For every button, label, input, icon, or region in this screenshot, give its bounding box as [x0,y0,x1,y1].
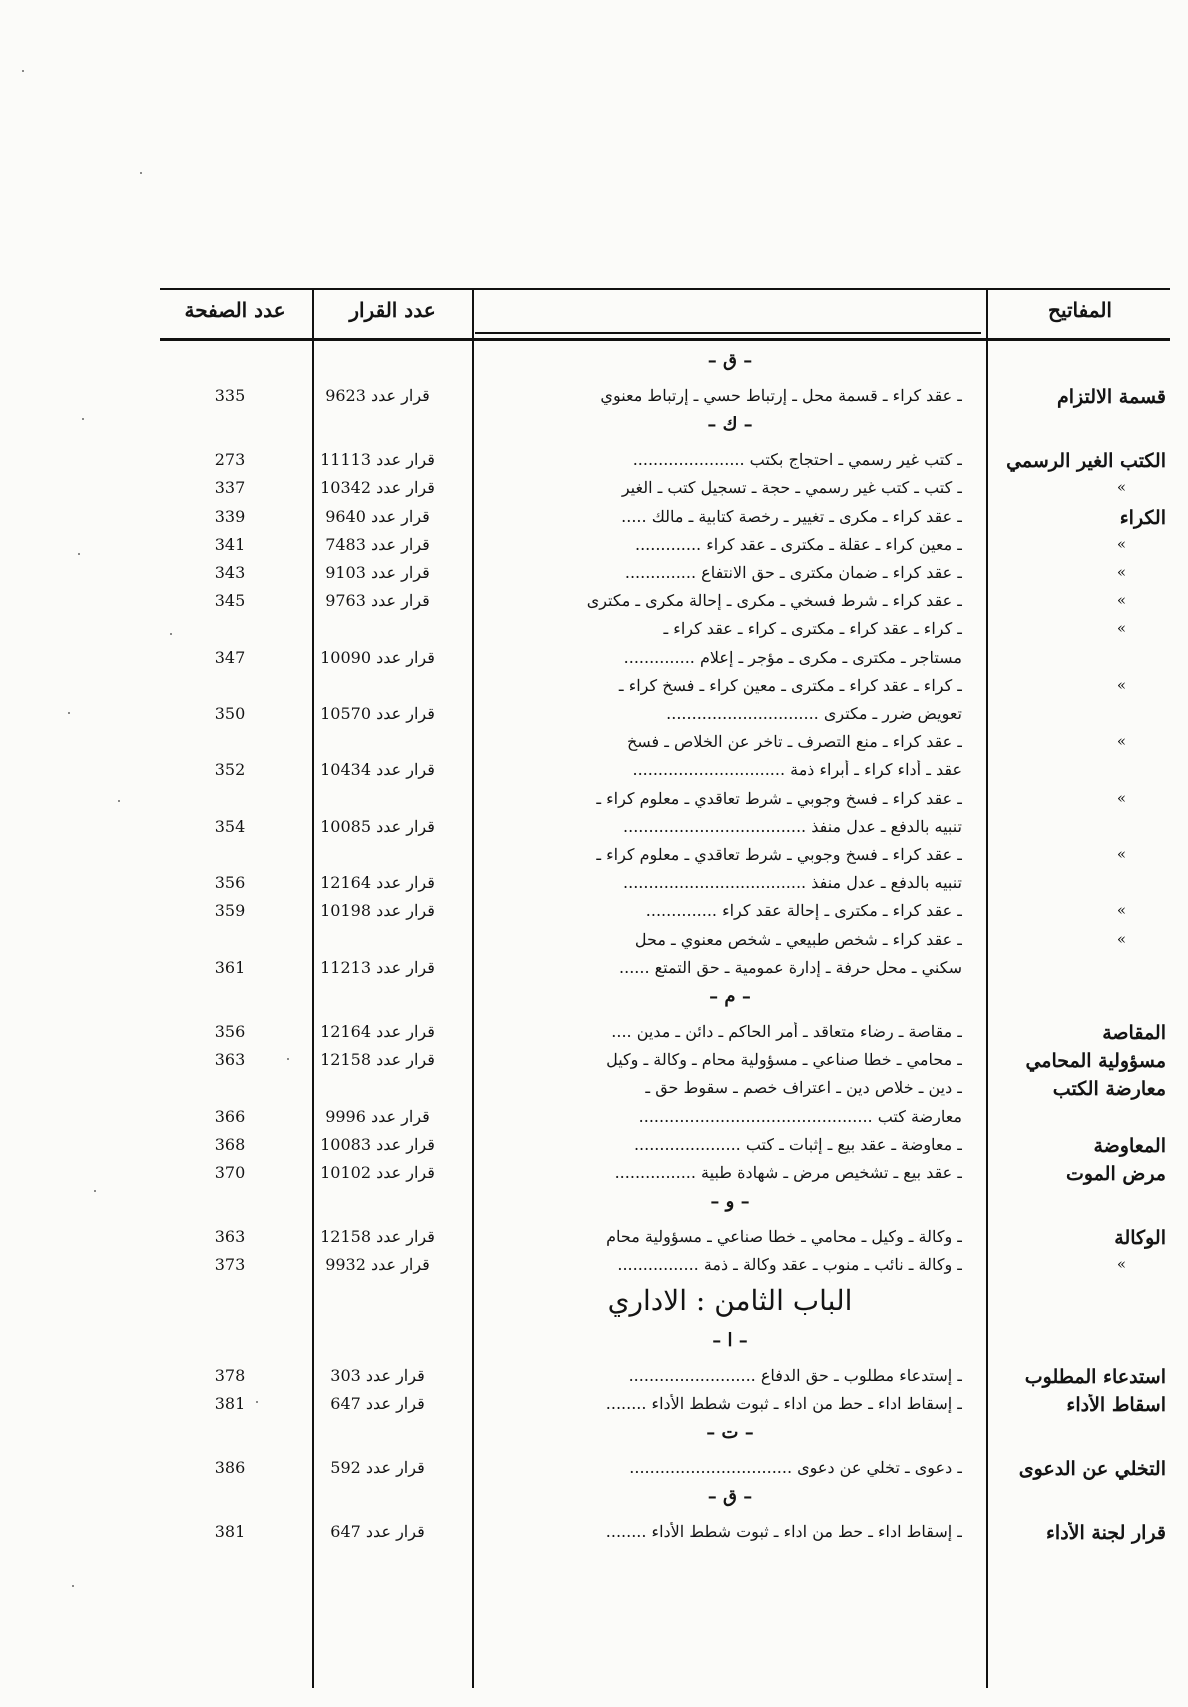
keyword: مسؤولية المحامي [1025,1050,1166,1073]
decision-number: قرار عدد 11113 [320,450,435,470]
decision-number: قرار عدد 9640 [325,506,430,526]
entry-description: ـ كتب غير رسمي ـ احتجاج بكتب ...................... [632,450,962,470]
ditto-mark: » [1116,534,1126,553]
decision-number: قرار عدد 11213 [320,957,435,977]
entry-description: ـ عقد كراء ـ مكرى ـ تغيير ـ رخصة كتابية ـ مالك ..... [621,506,962,526]
entry-description: ـ معين كراء ـ عقلة ـ مكترى ـ عقد كراء ............. [635,534,962,554]
page-number: 273 [214,450,246,470]
page-number: 356 [214,873,246,893]
page-number: 335 [214,386,246,405]
page-number: 339 [214,506,246,526]
section-letter: – م – [709,986,751,1007]
keyword: معارضة الكتب [1052,1078,1166,1101]
entry-description: ـ كراء ـ عقد كراء ـ مكترى ـ معين كراء ـ فسخ كراء ـ [618,675,962,695]
page-number: 337 [214,478,246,498]
entry-description: تنبيه بالدفع ـ عدل منفذ .................................... [623,873,962,893]
entry-description: ـ عقد كراء ـ ضمان مكترى ـ حق الانتفاع .............. [624,563,962,582]
keyword: قسمة الالتزام [1057,386,1166,408]
decision-number: قرار عدد 7483 [325,534,430,554]
decision-number: قرار عدد 10198 [320,901,435,921]
scan-speck [72,1585,74,1587]
entry-description: ـ وكالة ـ نائب ـ منوب ـ عقد وكالة ـ ذمة ................ [617,1255,962,1275]
scan-speck [140,172,142,174]
entry-description: عقد ـ أداء كراء ـ أبراء ذمة .............................. [632,760,962,780]
entry-description: مستاجر ـ مكترى ـ مكرى ـ مؤجر ـ إعلام .............. [623,647,962,667]
ditto-mark: » [1116,732,1126,751]
section-letter: – ت – [706,1422,754,1443]
entry-description: ـ عقد كراء ـ قسمة محل ـ إرتباط حسي ـ إرتباط معنوي [600,386,962,405]
decision-number: قرار عدد 9763 [325,591,430,611]
page-number: 368 [214,1134,246,1154]
entry-description: ـ دين ـ خلاص دين ـ اعتراف خصم ـ سقوط حق ـ [645,1078,962,1098]
ditto-mark: » [1116,675,1126,694]
keyword: مرض الموت [1065,1163,1166,1185]
keyword: قرار لجنة الأداء [1045,1522,1166,1545]
entry-description: ـ عقد كراء ـ شخص طبيعي ـ شخص معنوي ـ محل [634,929,962,949]
decision-number: قرار عدد 647 [330,1522,425,1542]
page-number: 386 [214,1458,246,1477]
page-number: 370 [214,1163,246,1182]
entry-description: ـ معاوضة ـ عقد بيع ـ إثبات ـ كتب ..................... [633,1134,962,1154]
section-letter: – ق – [707,1486,753,1508]
decision-number: قرار عدد 10083 [320,1134,435,1154]
decision-number: قرار عدد 592 [330,1458,425,1477]
ditto-mark: » [1116,563,1126,581]
page-number: 347 [214,647,246,667]
decision-number: قرار عدد 10090 [320,647,435,667]
keyword: الكراء [1119,506,1166,529]
decision-number: قرار عدد 9623 [325,386,430,405]
decision-number: قرار عدد 9103 [325,563,430,582]
chapter-heading: الباب الثامن : الاداري [607,1283,853,1317]
page-number: 350 [214,704,246,723]
entry-description: ـ وكالة ـ وكيل ـ محامي ـ خطا صناعي ـ مسؤولية محام [606,1227,962,1247]
ditto-mark: » [1116,619,1126,638]
header-decision-number: عدد القرار [349,298,436,322]
decision-number: قرار عدد 10102 [320,1163,435,1182]
entry-description: معارضة كتب .............................................. [638,1106,962,1126]
decision-number: قرار عدد 12164 [320,1022,435,1041]
decision-number: قرار عدد 303 [330,1365,425,1385]
page-number: 363 [214,1227,246,1247]
page-number: 361 [214,957,246,977]
column-divider-decision [472,288,474,1688]
header-keys: المفاتيح [1048,298,1112,322]
section-letter: – ا – [712,1329,748,1351]
entry-description: تعويض ضرر ـ مكترى .............................. [666,704,962,723]
entry-description: ـ محامي ـ خطا صناعي ـ مسؤولية محام ـ وكالة ـ وكيل [606,1050,962,1070]
keyword: المعاوضة [1093,1134,1166,1157]
page-number: 366 [214,1106,246,1126]
decision-number: قرار عدد 10434 [320,760,435,780]
entry-description: ـ إسقاط اداء ـ حط من اداء ـ ثبوت شطط الأداء ........ [605,1522,962,1542]
entry-description: ـ عقد كراء ـ شرط فسخي ـ مكرى ـ إحالة مكرى ـ مكترى [586,591,962,611]
keyword: التخلي عن الدعوى [1018,1458,1166,1480]
decision-number: قرار عدد 12158 [320,1050,435,1070]
scan-speck [22,70,24,72]
ditto-mark: » [1116,1255,1126,1274]
page-number: 363 [214,1050,246,1070]
decision-number: قرار عدد 9996 [325,1106,430,1126]
scan-speck [68,712,70,714]
scan-speck [94,1190,96,1192]
page-number: 356 [214,1022,246,1041]
ditto-mark: » [1116,901,1126,920]
ditto-mark: » [1116,591,1126,610]
column-divider-page [312,288,314,1688]
page-number: 343 [214,563,246,582]
page-number: 354 [214,816,246,836]
page-number: 345 [214,591,246,611]
entry-description: ـ عقد كراء ـ منع التصرف ـ تاخر عن الخلاص ـ فسخ [626,732,962,752]
entry-description: سكني ـ محل حرفة ـ إدارة عمومية ـ حق التمتع ...... [619,957,962,977]
keyword: المقاصة [1102,1022,1166,1044]
entry-description: ـ إستدعاء مطلوب ـ حق الدفاع ......................... [628,1365,962,1385]
decision-number: قرار عدد 10342 [320,478,435,498]
decision-number: قرار عدد 647 [330,1393,425,1413]
decision-number: قرار عدد 10570 [320,704,435,723]
page-number: 381 [214,1393,246,1413]
entry-description: ـ عقد كراء ـ فسخ وجوبي ـ شرط تعاقدي ـ معلوم كراء ـ [596,788,962,808]
decision-number: قرار عدد 10085 [320,816,435,836]
keyword: استدعاء المطلوب [1024,1365,1166,1388]
scan-speck [82,418,84,420]
scan-speck [118,800,120,802]
page-number: 373 [214,1255,246,1275]
entry-description: تنبيه بالدفع ـ عدل منفذ .................................... [623,816,962,836]
page-number: 359 [214,901,246,921]
entry-description: ـ مقاصة ـ رضاء متعاقد ـ أمر الحاكم ـ دائن ـ مدين .... [611,1022,962,1041]
decision-number: قرار عدد 12164 [320,873,435,893]
section-letter: – و – [710,1191,750,1213]
ditto-mark: » [1116,845,1126,863]
ditto-mark: » [1116,929,1126,948]
entry-description: ـ دعوى ـ تخلي عن دعوى ................................ [629,1458,962,1477]
section-letter: – ك – [707,414,753,436]
decision-number: قرار عدد 9932 [325,1255,430,1275]
decision-number: قرار عدد 12158 [320,1227,435,1247]
keyword: اسقاط الأداء [1066,1393,1166,1416]
entry-description: ـ كراء ـ عقد كراء ـ مكترى ـ كراء ـ عقد كراء ـ [663,619,962,639]
index-table [160,288,1170,1688]
entry-description: ـ عقد كراء ـ فسخ وجوبي ـ شرط تعاقدي ـ معلوم كراء ـ [596,845,962,864]
entry-description: ـ كتب ـ كتب غير رسمي ـ حجة ـ تسجيل كتب ـ الغير [621,478,962,498]
entry-description: ـ عقد كراء ـ مكترى ـ إحالة عقد كراء .............. [645,901,962,921]
page-number: 378 [214,1365,246,1385]
header-page-number: عدد الصفحة [184,298,286,322]
section-letter: – ق – [707,350,753,371]
keyword: الوكالة [1114,1227,1166,1250]
table-header-subrule [475,332,981,334]
keyword: الكتب الغير الرسمي [1006,450,1166,473]
page-number: 381 [214,1522,246,1542]
entry-description: ـ إسقاط اداء ـ حط من اداء ـ ثبوت شطط الأداء ........ [605,1393,962,1413]
ditto-mark: » [1116,788,1126,807]
page-number: 341 [214,534,246,554]
scan-speck [78,553,80,555]
page-number: 352 [214,760,246,780]
ditto-mark: » [1116,478,1126,497]
entry-description: ـ عقد بيع ـ تشخيص مرض ـ شهادة طبية ................ [614,1163,962,1182]
